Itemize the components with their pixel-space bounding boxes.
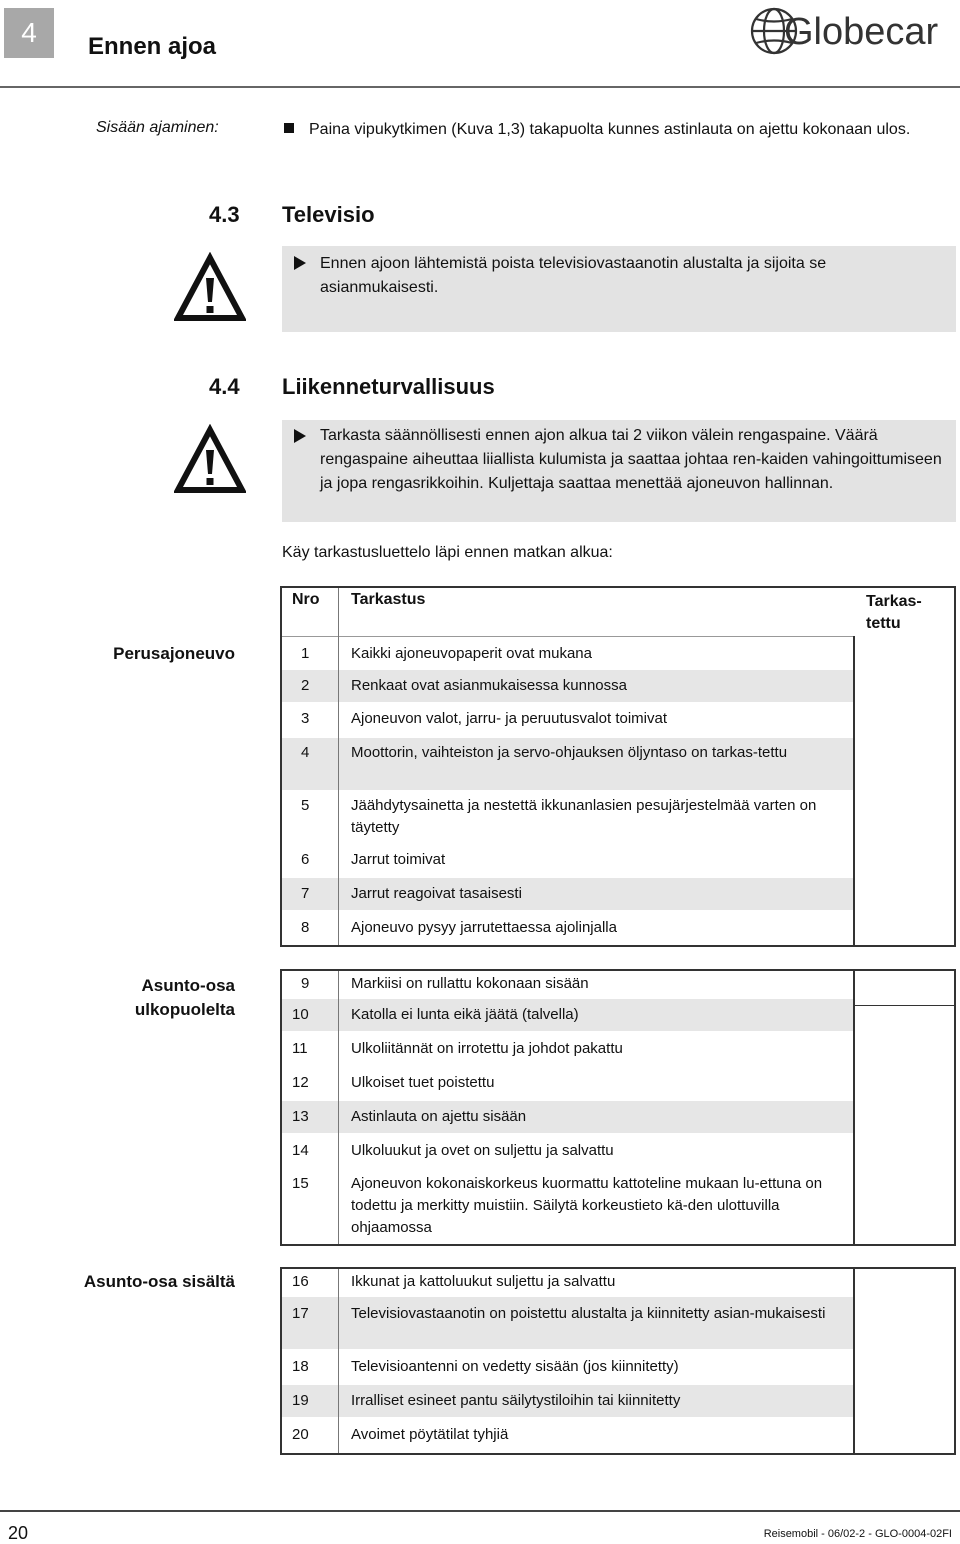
row-text: Katolla ei lunta eikä jäätä (talvella) [351,1006,579,1023]
row-number: 17 [292,1305,309,1322]
column-divider [338,1269,339,1453]
header-checked: Tarkas-tettu [866,593,922,632]
row-number: 4 [301,744,310,761]
header-check: Tarkastus [351,591,426,608]
arrow-right-icon [294,256,306,270]
row-text: Ikkunat ja kattoluukut suljettu ja salvattu [351,1273,616,1290]
row-number: 6 [301,851,310,868]
row-divider [855,1005,954,1006]
row-number: 19 [292,1392,309,1409]
row-number: 13 [292,1108,309,1125]
row-number: 15 [292,1175,309,1192]
checklist-intro: Käy tarkastusluettelo läpi ennen matkan alkua: [282,544,613,561]
row-text: Televisioantenni on vedetty sisään (jos kiinnitetty) [351,1358,679,1375]
row-text: Jarrut reagoivat tasaisesti [351,885,522,902]
row-number: 18 [292,1358,309,1375]
row-number: 8 [301,919,310,936]
column-divider [853,1269,855,1453]
column-divider [338,971,339,1244]
row-number: 20 [292,1426,309,1443]
chapter-number-box [4,8,54,58]
warning-triangle-icon [174,424,246,496]
document-reference: Reisemobil - 06/02-2 - GLO-0004-02FI [763,1528,952,1540]
row-number: 3 [301,710,310,727]
group-label: Asunto-osa sisältä [83,1272,235,1291]
header-divider [282,636,854,637]
warning-text: Ennen ajoon lähtemistä poista televisiovastaanotin alustalta ja sijoita se asianmukaisesti. [320,255,827,296]
row-number: 2 [301,677,310,694]
square-bullet-icon [284,123,294,133]
page-number: 20 [8,1523,29,1543]
row-text: Irralliset esineet pantu säilytystiloihin tai kiinnitetty [351,1392,681,1409]
warning-triangle-icon [174,252,246,324]
row-text: Renkaat ovat asianmukaisessa kunnossa [351,677,627,694]
group-label: Perusajoneuvo [113,644,235,663]
footer-divider [0,1510,960,1512]
row-number: 10 [292,1006,309,1023]
section-number: 4.4 [209,374,240,399]
page-title: Ennen ajoa [88,33,217,60]
row-text: Ulkoliitännät on irrotettu ja johdot pakattu [351,1040,623,1057]
column-divider [853,636,855,945]
row-number: 5 [301,797,310,814]
row-text: Ulkoiset tuet poistettu [351,1074,495,1091]
row-number: 9 [301,975,310,992]
row-number: 14 [292,1142,309,1159]
section-title: Liikenneturvallisuus [282,374,495,399]
row-number: 1 [301,645,310,662]
intro-label: Sisään ajaminen: [96,119,219,136]
row-text: Astinlauta on ajettu sisään [351,1108,527,1125]
section-title: Televisio [282,202,375,227]
group-label: Asunto-osa ulkopuolelta [134,976,235,1019]
column-divider [338,588,339,945]
intro-text: Paina vipukytkimen (Kuva 1,3) takapuolta kunnes astinlauta on ajettu kokonaan ulos. [309,121,911,138]
row-number: 12 [292,1074,309,1091]
logo-text: Globecar [784,11,939,53]
row-text: Ajoneuvon kokonaiskorkeus kuormattu kattoteline mukaan lu-ettuna on todettu ja merkitty muistiin. Säilytä korkeustieto kä-den ulottuvilla ohjaamossa [351,1175,823,1236]
row-text: Ajoneuvo pysyy jarrutettaessa ajolinjalla [351,919,617,936]
arrow-right-icon [294,429,306,443]
row-text: Ulkoluukut ja ovet on suljettu ja salvattu [351,1142,614,1159]
row-text: Moottorin, vaihteiston ja servo-ohjauksen öljyntaso on tarkas-tettu [351,744,788,761]
globecar-logo [746,2,956,60]
row-number: 7 [301,885,310,902]
chapter-number: 4 [21,17,37,48]
header-divider [0,86,960,88]
row-text: Markiisi on rullattu kokonaan sisään [351,975,589,992]
column-divider [853,971,855,1244]
row-text: Ajoneuvon valot, jarru- ja peruutusvalot toimivat [351,710,667,727]
row-text: Avoimet pöytätilat tyhjiä [351,1426,509,1443]
row-text: Televisiovastaanotin on poistettu alustalta ja kiinnitetty asian-mukaisesti [351,1305,826,1322]
warning-text: Tarkasta säännöllisesti ennen ajon alkua tai 2 viikon välein rengaspaine. Väärä rengaspaine aiheuttaa liiallista kulumista ja saattaa johtaa ren-kaiden vahingoittumiseen ja jopa rengasrikkoihin. Kuljettaja saattaa menettää ajoneuvon hallinnan. [320,427,942,492]
row-number: 16 [292,1273,309,1290]
section-number: 4.3 [209,202,240,227]
row-number: 11 [292,1040,308,1057]
row-text: Kaikki ajoneuvopaperit ovat mukana [351,645,592,662]
row-text: Jäähdytysainetta ja nestettä ikkunanlasien pesujärjestelmää varten on täytetty [351,797,817,836]
header-nro: Nro [292,591,320,608]
row-text: Jarrut toimivat [351,851,446,868]
